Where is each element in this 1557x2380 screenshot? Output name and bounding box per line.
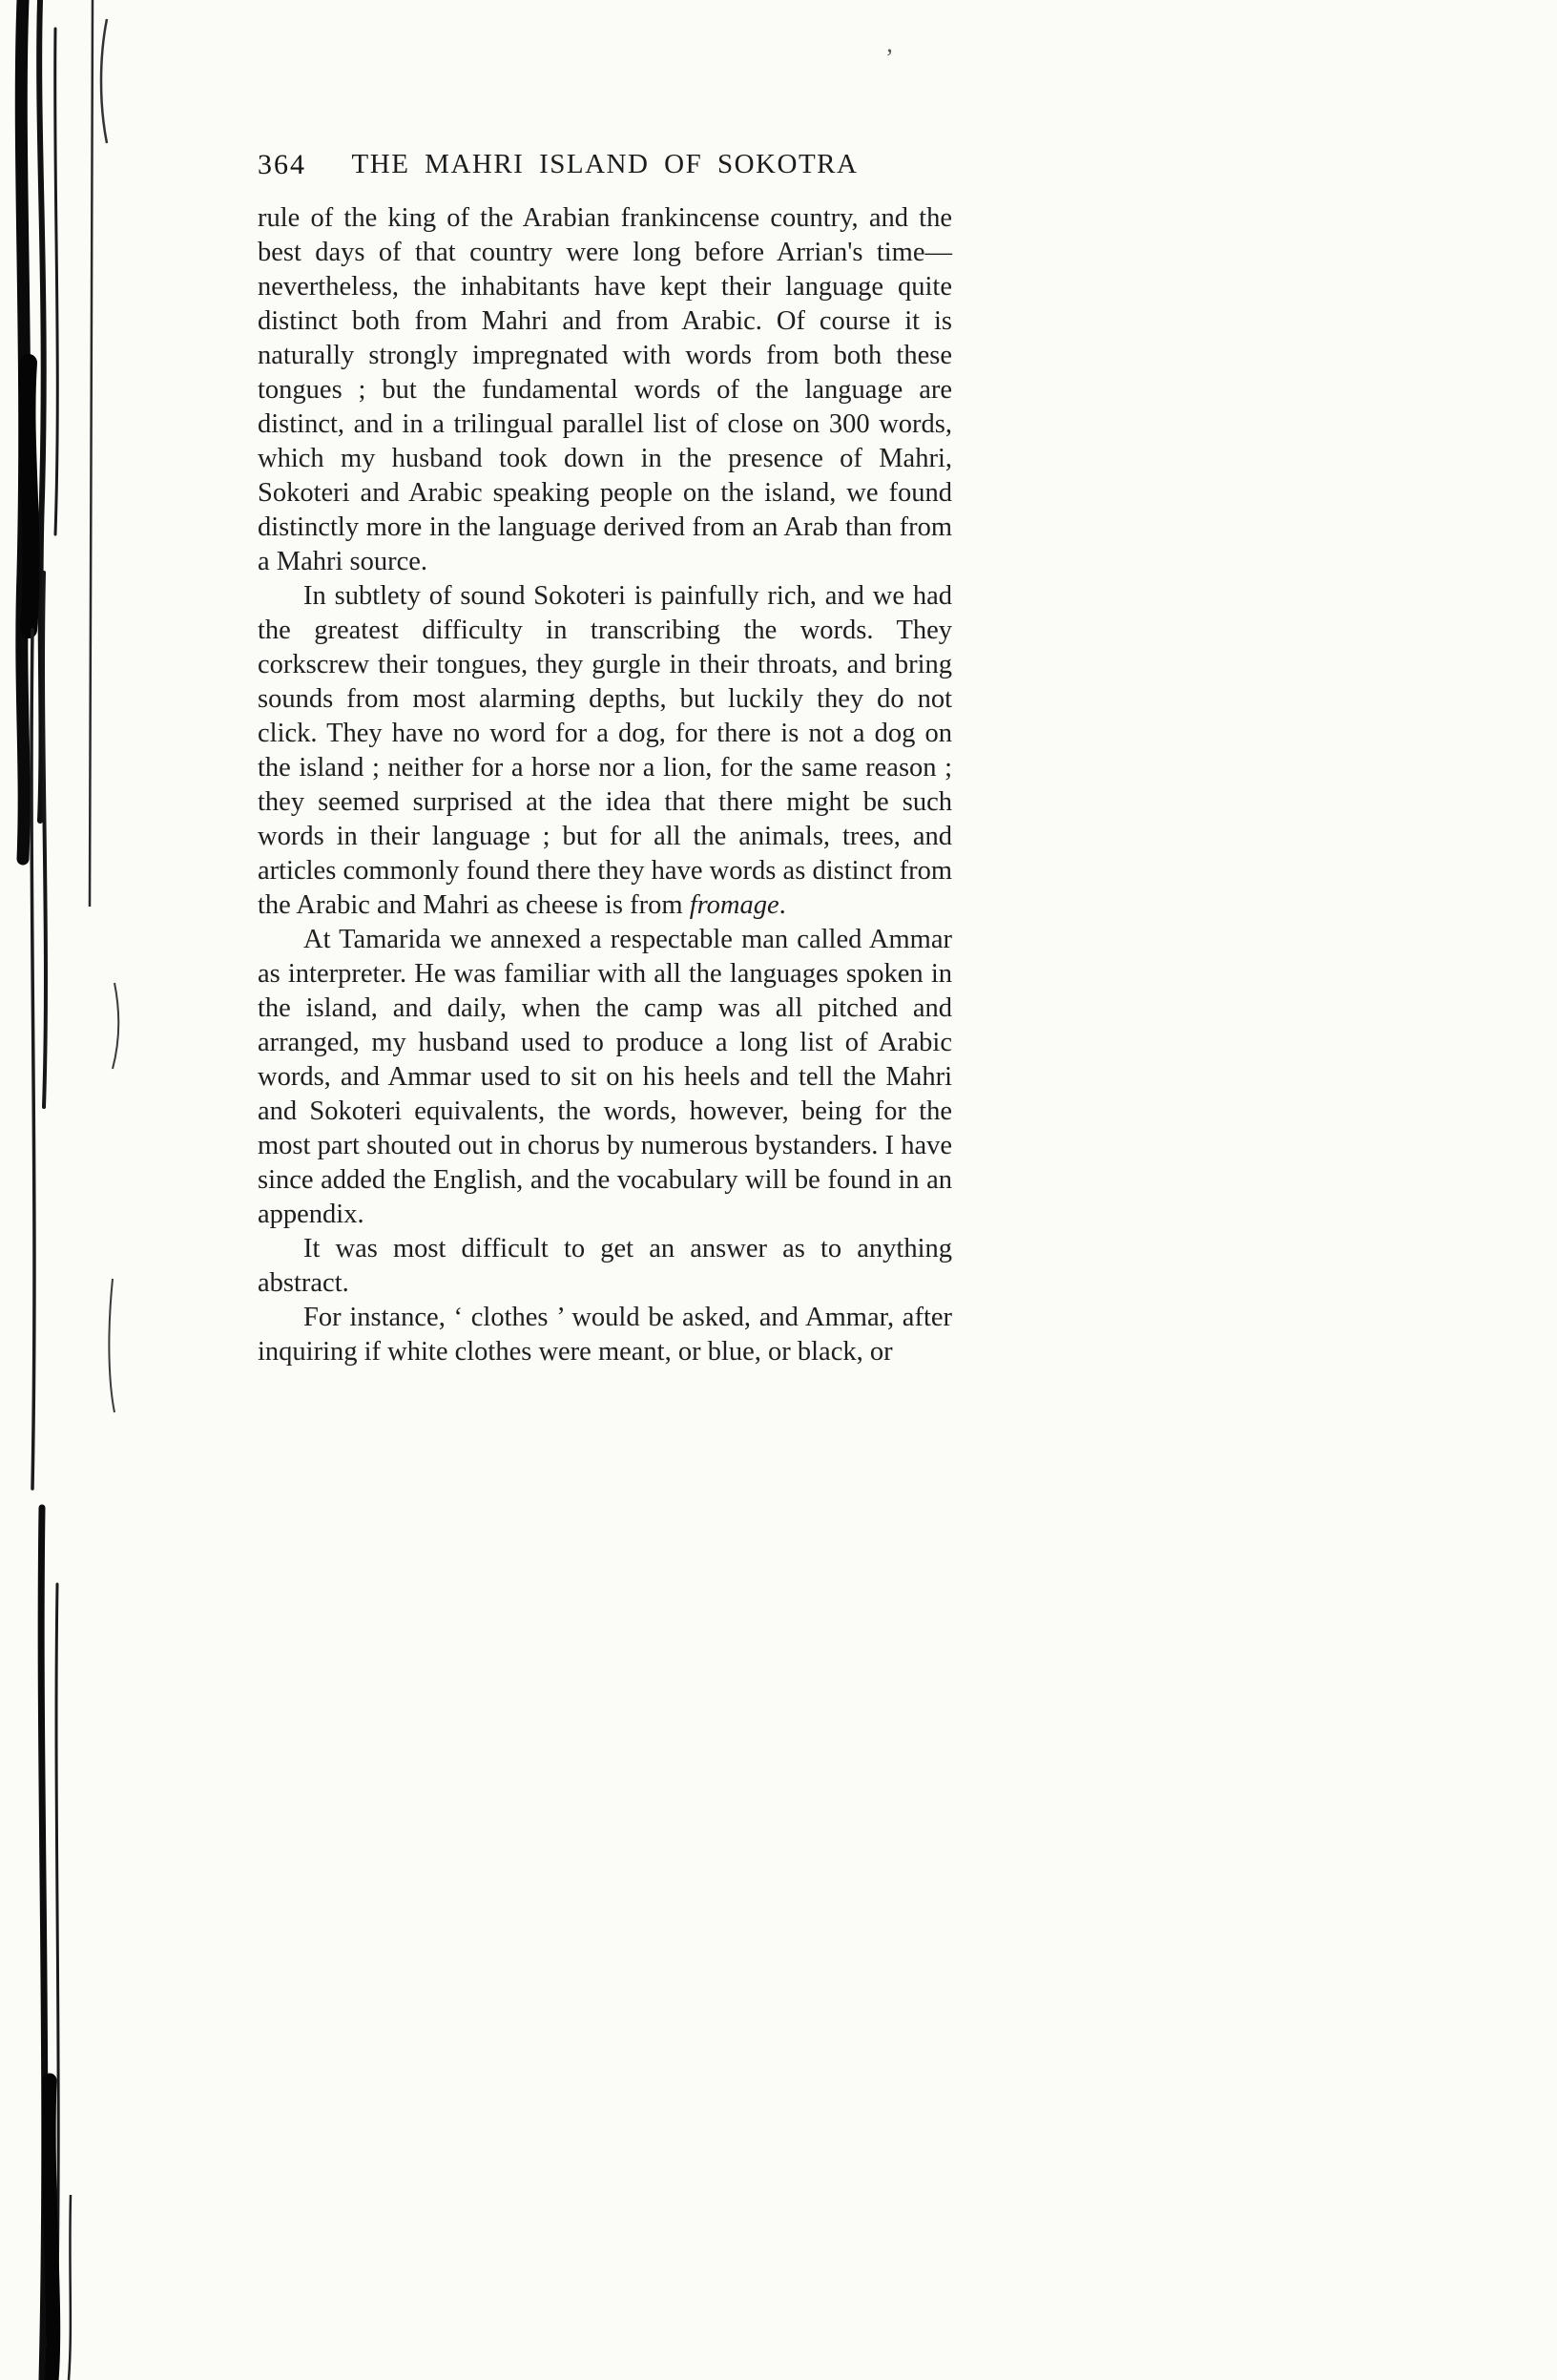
text-segment: At Tamarida we annexed a respectable man called Ammar as interpreter. He was familiar with all the languages spoken in the island, and daily, when the camp was all pitched and arranged, my husband used to produce a long list of Arabic words, and Ammar used to sit on his heels and tell the Mahri and Sokoteri equivalents, the words, however, being for the most part shouted out in chorus by numerous bystanders. I have since added the English, and the vocabulary will be found in an appendix. — [258, 925, 952, 1229]
running-title: THE MAHRI ISLAND OF SOKOTRA — [351, 149, 859, 179]
text-segment: For instance, ‘ clothes ’ would be asked, and Ammar, after inquiring if white clothes were meant, or blue, or black, or — [258, 1303, 952, 1367]
italic-text: fromage — [689, 890, 779, 920]
paragraph-5 — [258, 1301, 952, 1369]
page-number: 364 — [258, 149, 306, 180]
ink-speck: ’ — [885, 44, 894, 72]
page-header — [258, 149, 952, 180]
paragraph-2 — [258, 579, 952, 923]
binding-scan-artifact — [0, 0, 162, 2380]
text-segment: rule of the king of the Arabian frankincense country, and the best days of that country were long before Arrian's time—nevertheless, the inhabitants have kept their language quite distinct both from Mahri and from Arabic. Of course it is naturally strongly impregnated with words from both these tongues ; but the fundamental words of the language are distinct, and in a trilingual parallel list of close on 300 words, which my husband took down in the presence of Mahri, Sokoteri and Arabic speaking people on the island, we found distinctly more in the language derived from an Arab than from a Mahri source. — [258, 203, 952, 576]
text-segment: . — [778, 890, 786, 920]
paragraph-3 — [258, 923, 952, 1232]
text-segment: It was most difficult to get an answer as to anything abstract. — [258, 1234, 952, 1298]
page-body — [258, 201, 952, 1369]
paragraph-4 — [258, 1232, 952, 1301]
paragraph-1 — [258, 201, 952, 579]
text-segment: In subtlety of sound Sokoteri is painfully rich, and we had the greatest difficulty in transcribing the words. They corkscrew their tongues, they gurgle in their throats, and bring sounds from most alarming depths, but luckily they do not click. They have no word for a dog, for there is not a dog on the island ; neither for a horse nor a lion, for the same reason ; they seemed surprised at the idea that there might be such words in their language ; but for all the animals, trees, and articles commonly found there they have words as distinct from the Arabic and Mahri as cheese is from — [258, 581, 952, 920]
